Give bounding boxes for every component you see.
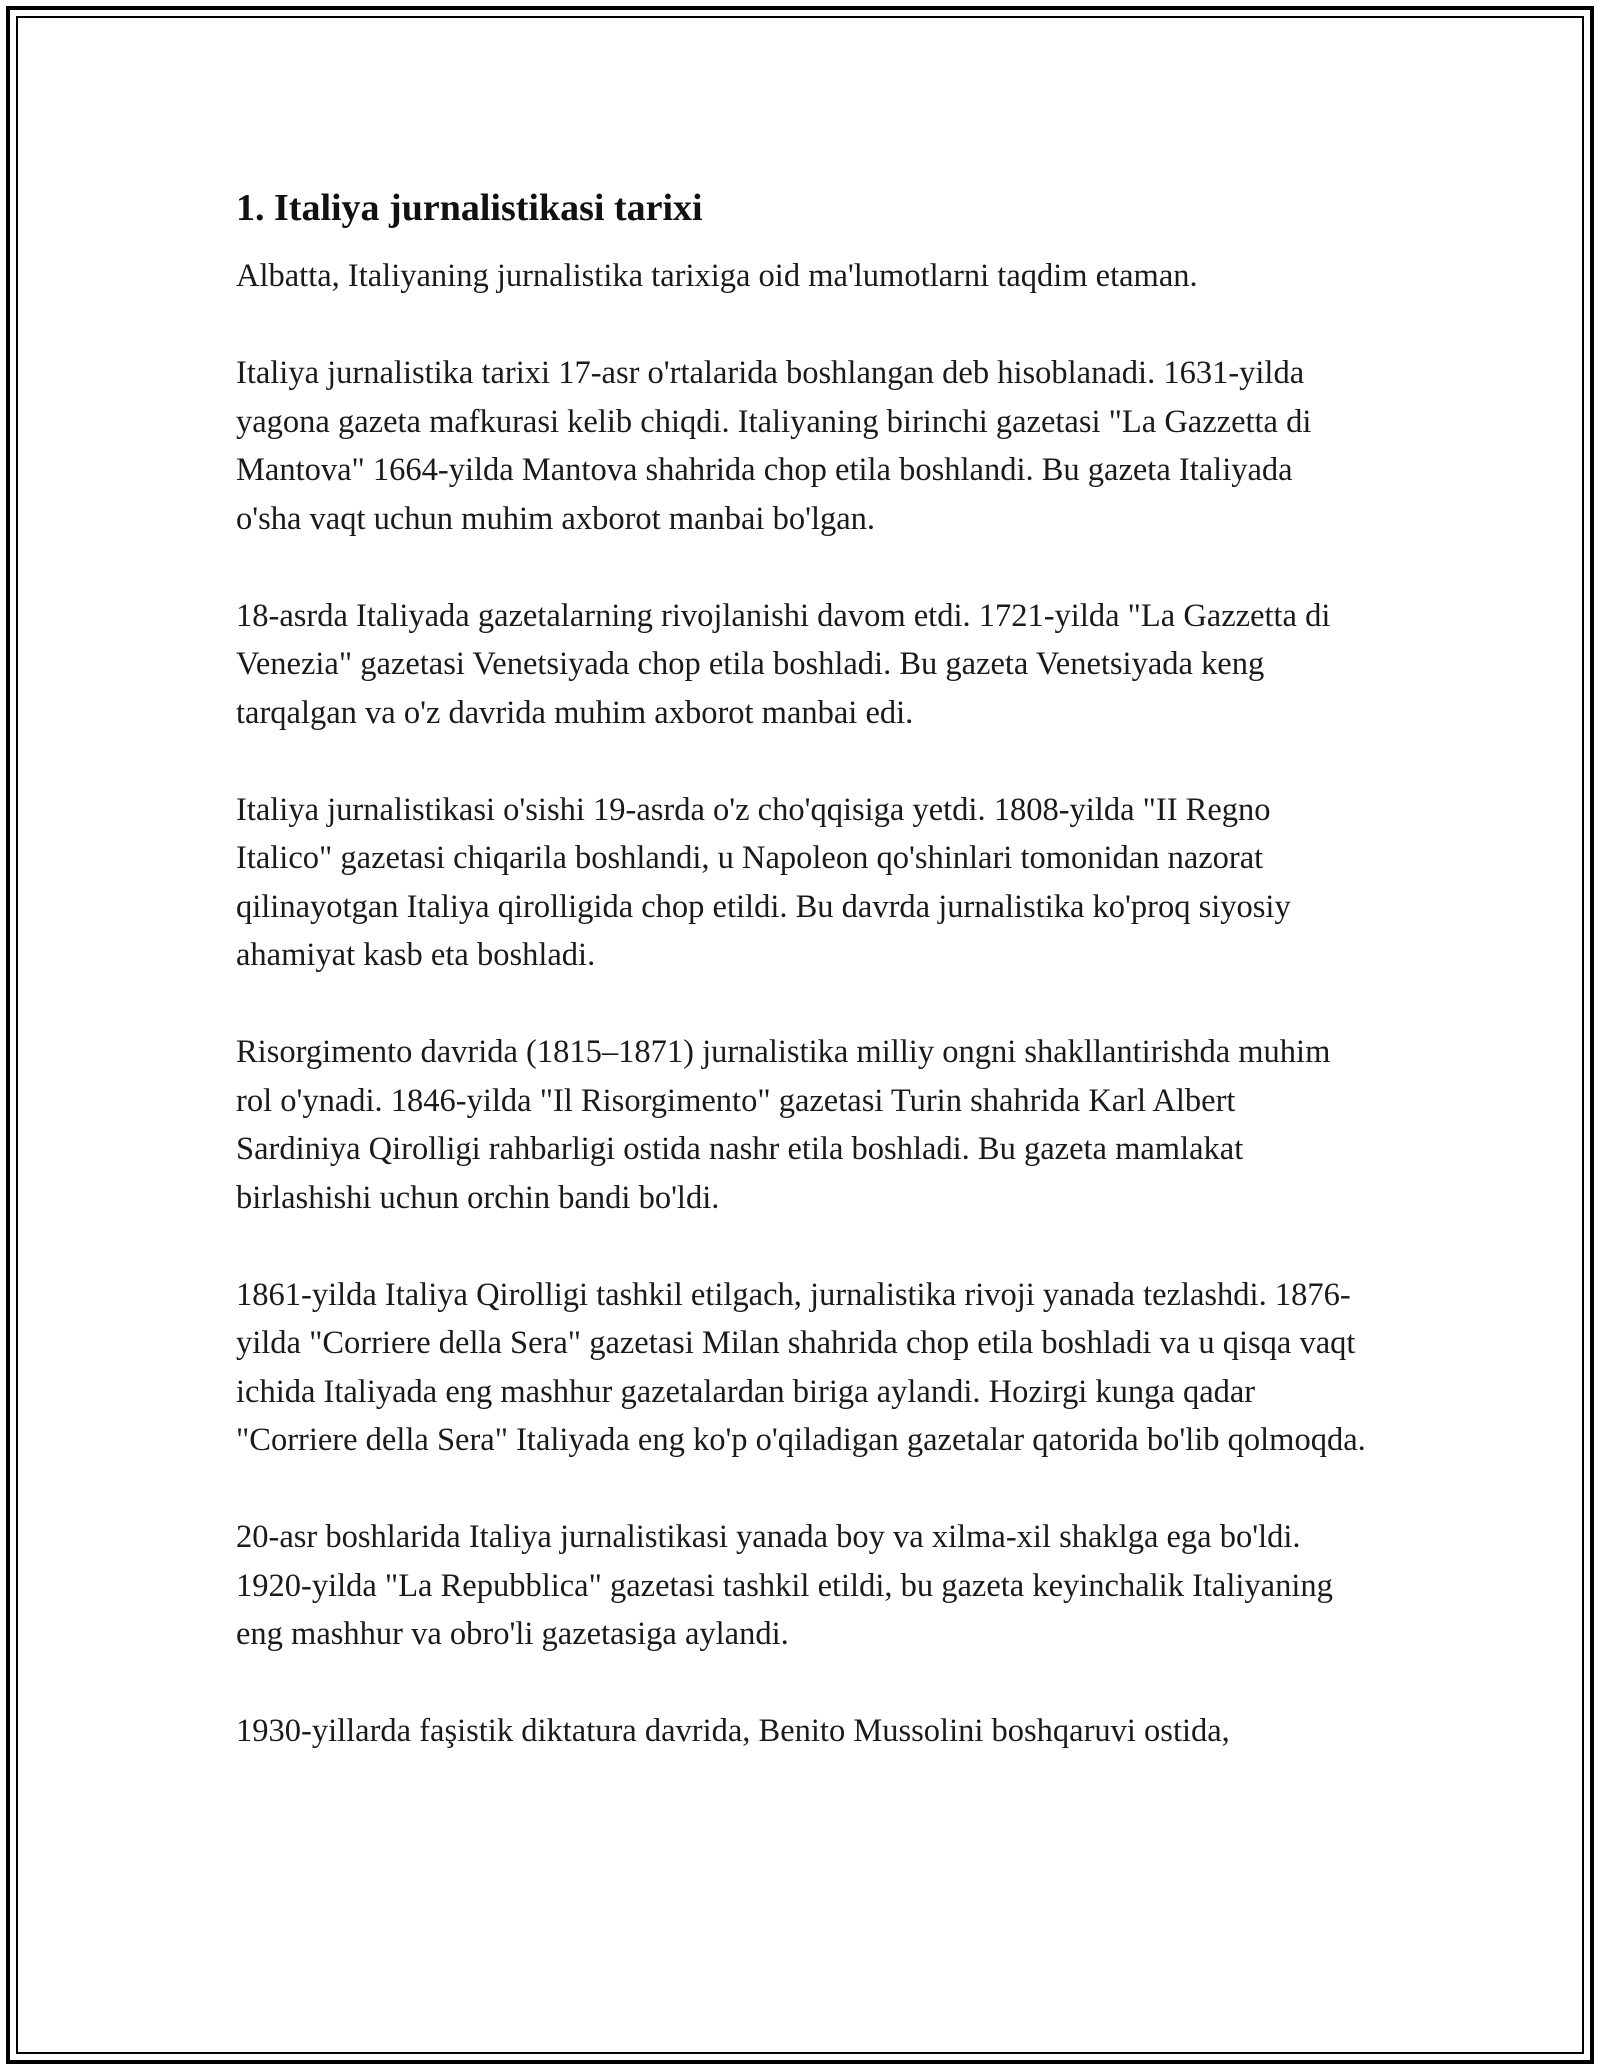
paragraph-intro: Albatta, Italiyaning jurnalistika tarixiga oid ma'lumotlarni taqdim etaman.	[236, 258, 1198, 294]
paragraph-kingdom-of-italy: 1861-yilda Italiya Qirolligi tashkil etilgach, jurnalistika rivoji yanada tezlashdi. 1876-yilda "Corriere della Sera" gazetasi Milan shahrida chop etila boshladi va u qisqa vaqt ichida Italiyada eng mashhur gazetalardan biriga aylandi. Hozirgi kunga qadar "Corriere della Sera" Italiyada eng ko'p o'qiladigan gazetalar qatorida bo'lib qolmoqda.	[236, 1276, 1366, 1458]
paragraph-20th-century: 20-asr boshlarida Italiya jurnalistikasi yanada boy va xilma-xil shaklga ega bo'ldi. 1920-yilda "La Repubblica" gazetasi tashkil etildi, bu gazeta keyinchalik Italiyaning eng mashhur va obro'li gazetasiga aylandi.	[236, 1519, 1333, 1652]
paragraph-18th-century: 18-asrda Italiyada gazetalarning rivojlanishi davom etdi. 1721-yilda "La Gazzetta di Venezia" gazetasi Venetsiyada chop etila boshladi. Bu gazeta Venetsiyada keng tarqalgan va o'z davrida muhim axborot manbai edi.	[236, 597, 1331, 731]
paragraph-risorgimento: Risorgimento davrida (1815–1871) jurnalistika milliy ongni shakllantirishda muhim rol o'ynadi. 1846-yilda "Il Risorgimento" gazetasi Turin shahrida Karl Albert Sardiniya Qirolligi rahbarligi ostida nashr etila boshladi. Bu gazeta mamlakat birlashishi uchun orchin bandi bo'ldi.	[236, 1034, 1331, 1216]
paragraph-17th-century: Italiya jurnalistika tarixi 17-asr o'rtalarida boshlangan deb hisoblanadi. 1631-yilda yagona gazeta mafkurasi kelib chiqdi. Italiyaning birinchi gazetasi "La Gazzetta di Mantova" 1664-yilda Mantova shahrida chop etila boshlandi. Bu gazeta Italiyada o'sha vaqt uchun muhim axborot manbai bo'lgan.	[236, 355, 1312, 537]
section-heading: 1. Italiya jurnalistikasi tarixi	[236, 187, 703, 229]
document-body	[236, 182, 1366, 1804]
paragraph-19th-century: Italiya jurnalistikasi o'sishi 19-asrda o'z cho'qqisiga yetdi. 1808-yilda "II Regno Italico" gazetasi chiqarila boshlandi, u Napoleon qo'shinlari tomonidan nazorat qilinayotgan Italiya qirolligida chop etildi. Bu davrda jurnalistika ko'proq siyosiy ahamiyat kasb eta boshladi.	[236, 791, 1291, 973]
paragraph-fascist-era: 1930-yillarda faşistik diktatura davrida, Benito Mussolini boshqaruvi ostida,	[236, 1713, 1230, 1749]
